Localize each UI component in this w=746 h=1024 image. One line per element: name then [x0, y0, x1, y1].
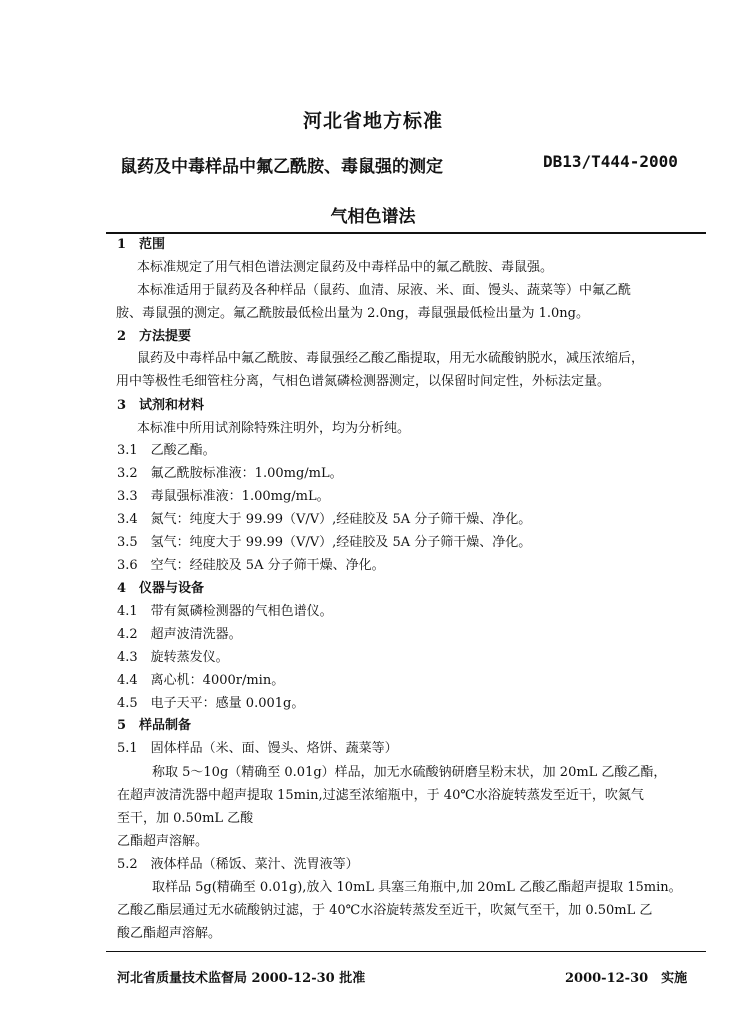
list-item: 4.1 带有氮磷检测器的气相色谱仪。: [117, 604, 333, 619]
section-1-paragraph: 本标准规定了用气相色谱法测定鼠药及中毒样品中的氟乙酰胺、毒鼠强。: [137, 260, 554, 275]
list-item: 3.3 毒鼠强标准液：1.00mg/mL。: [117, 489, 330, 504]
list-item: 3.6 空气：经硅胶及 5A 分子筛干燥、净化。: [117, 558, 385, 573]
list-item: 3.1 乙酸乙酯。: [117, 443, 216, 458]
list-item: 3.5 氢气：纯度大于 99.99（V/V）,经硅胶及 5A 分子筛干燥、净化。: [117, 535, 532, 550]
list-item: 4.4 离心机：4000r/min。: [117, 673, 285, 688]
section-5-heading: 5 样品制备: [117, 718, 192, 733]
implementation-date: 2000-12-30 实施: [565, 971, 688, 986]
footer-divider: [106, 951, 706, 952]
issuing-agency: 河北省地方标准: [302, 110, 443, 132]
section-2-heading: 2 方法提要: [117, 329, 192, 344]
approval-info: 河北省质量技术监督局 2000-12-30 批准: [117, 971, 366, 986]
subsection-heading: 5.1 固体样品（米、面、馒头、烙饼、蔬菜等）: [117, 741, 398, 756]
section-5-paragraph: 至干，加 0.50mL 乙酸: [117, 811, 254, 826]
section-1-paragraph: 胺、毒鼠强的测定。氟乙酰胺最低检出量为 2.0ng，毒鼠强最低检出量为 1.0ng。: [116, 306, 590, 321]
document-subtitle: 气相色谱法: [330, 207, 416, 227]
section-4-heading: 4 仪器与设备: [117, 581, 205, 596]
section-5-paragraph: 在超声波清洗器中超声提取 15min,过滤至浓缩瓶中，于 40℃水浴旋转蒸发至近干，吹氮气: [117, 788, 644, 803]
section-5-paragraph: 取样品 5g(精确至 0.01g),放入 10mL 具塞三角瓶中,加 20mL 乙酸乙酯超声提取 15min。: [152, 880, 682, 895]
list-item: 4.3 旋转蒸发仪。: [117, 650, 229, 665]
section-1-heading: 1 范围: [117, 237, 166, 252]
list-item: 3.2 氟乙酰胺标准液：1.00mg/mL。: [117, 466, 343, 481]
section-5-paragraph: 酸乙酯超声溶解。: [117, 926, 222, 941]
section-1-paragraph: 本标准适用于鼠药及各种样品（鼠药、血清、尿液、米、面、馒头、蔬菜等）中氟乙酰: [137, 283, 632, 298]
section-3-paragraph: 本标准中所用试剂除特殊注明外，均为分析纯。: [137, 421, 411, 436]
list-item: 3.4 氮气：纯度大于 99.99（V/V）,经硅胶及 5A 分子筛干燥、净化。: [117, 512, 532, 527]
section-2-paragraph: 用中等极性毛细管柱分离，气相色谱氮磷检测器测定，以保留时间定性，外标法定量。: [116, 374, 611, 389]
document-title: 鼠药及中毒样品中氟乙酰胺、毒鼠强的测定: [120, 157, 443, 177]
standard-code: DB13/T444-2000: [543, 152, 678, 171]
section-5-paragraph: 乙酯超声溶解。: [117, 834, 209, 849]
list-item: 4.2 超声波清洗器。: [117, 627, 242, 642]
section-2-paragraph: 鼠药及中毒样品中氟乙酰胺、毒鼠强经乙酸乙酯提取，用无水硫酸钠脱水，减压浓缩后，: [137, 351, 645, 366]
section-3-heading: 3 试剂和材料: [117, 398, 205, 413]
subsection-heading: 5.2 液体样品（稀饭、菜汁、洗胃液等）: [117, 857, 359, 872]
section-5-paragraph: 称取 5～10g（精确至 0.01g）样品，加无水硫酸钠研磨呈粉末状，加 20mL 乙酸乙酯，: [152, 765, 667, 780]
list-item: 4.5 电子天平：感量 0.001g。: [117, 696, 305, 711]
header-divider: [106, 232, 706, 234]
section-5-paragraph: 乙酸乙酯层通过无水硫酸钠过滤，于 40℃水浴旋转蒸发至近干，吹氮气至干，加 0.50mL 乙: [117, 903, 653, 918]
